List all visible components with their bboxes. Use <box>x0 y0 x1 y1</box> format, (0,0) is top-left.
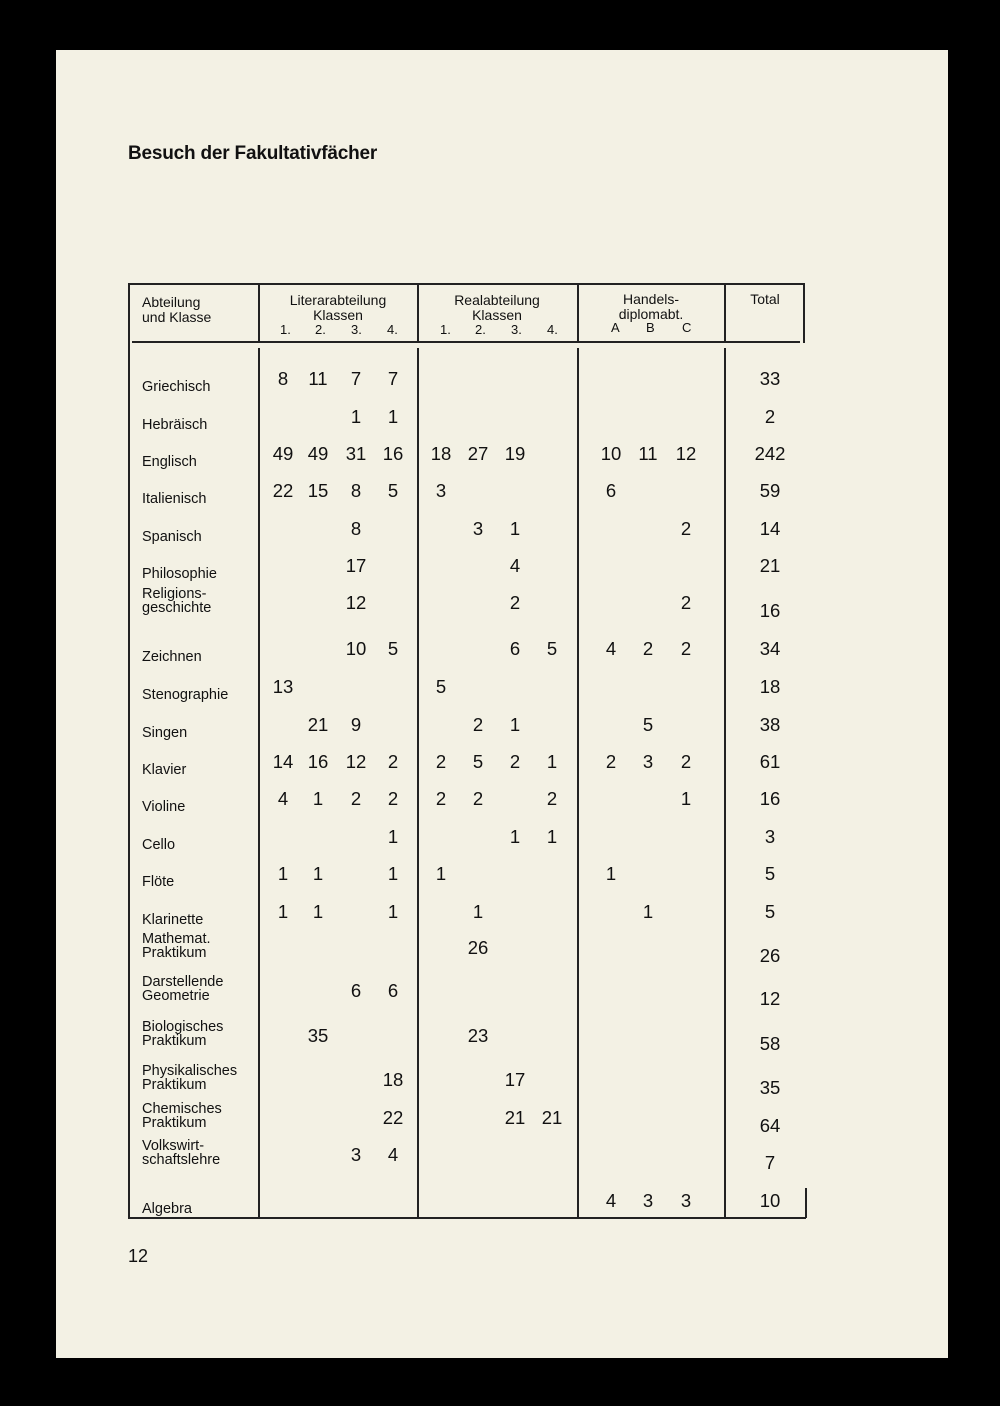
cell-lit: 1 <box>277 901 289 922</box>
cell-lit: 2 <box>387 751 399 772</box>
cell-real: 3 <box>472 518 484 539</box>
header-real-title: Realabteilung <box>454 292 540 308</box>
header-real-col: 1. <box>440 322 451 337</box>
cell-lit: 14 <box>272 751 294 772</box>
row-label <box>142 455 197 469</box>
cell-lit: 21 <box>307 714 329 735</box>
header-lit-sub: Klassen <box>313 307 363 323</box>
header-row-head-line1: Abteilung <box>142 294 201 310</box>
row-label <box>142 975 223 1003</box>
table-right-border-bottom <box>805 1188 807 1218</box>
cell-lit: 4 <box>387 1144 399 1165</box>
row-label-line: Violine <box>142 799 186 815</box>
cell-real: 5 <box>546 638 558 659</box>
row-label-line: geschichte <box>142 600 212 616</box>
row-label <box>142 726 187 740</box>
page-title: Besuch der Fakultativfächer <box>128 143 378 164</box>
row-label <box>142 418 207 432</box>
row-label <box>142 1020 223 1048</box>
row-label-line: Italienisch <box>142 491 207 507</box>
cell-real: 27 <box>467 443 489 464</box>
cell-lit: 6 <box>387 980 399 1001</box>
header-row-head-line2: und Klasse <box>142 309 212 325</box>
cell-total: 5 <box>764 901 776 922</box>
row-label-line: Hebräisch <box>142 417 208 433</box>
cell-total: 18 <box>759 676 781 697</box>
cell-real: 1 <box>546 826 558 847</box>
cell-lit: 12 <box>345 592 367 613</box>
cell-lit: 2 <box>350 788 362 809</box>
row-label <box>142 1064 237 1092</box>
header-lit-col: 3. <box>351 322 362 337</box>
row-label <box>142 932 211 960</box>
cell-total: 59 <box>759 480 781 501</box>
cell-real: 26 <box>467 937 489 958</box>
row-label <box>142 650 202 664</box>
cell-lit: 10 <box>345 638 367 659</box>
row-label-line: Praktikum <box>142 1077 207 1093</box>
cell-total: 2 <box>764 406 776 427</box>
cell-real: 1 <box>546 751 558 772</box>
cell-total: 35 <box>759 1077 781 1098</box>
cell-handel: 1 <box>605 863 617 884</box>
header-real-col: 2. <box>475 322 486 337</box>
header-handel-sub: diplomabt. <box>618 306 684 322</box>
cell-lit: 2 <box>387 788 399 809</box>
cell-lit: 1 <box>277 863 289 884</box>
row-label-line: Stenographie <box>142 687 229 703</box>
cell-lit: 18 <box>382 1069 404 1090</box>
cell-real: 6 <box>509 638 521 659</box>
header-handel-col: A <box>611 320 620 335</box>
page-number: 12 <box>128 1246 149 1266</box>
cell-total: 5 <box>764 863 776 884</box>
cell-real: 4 <box>509 555 521 576</box>
header-lit-title: Literarabteilung <box>289 292 387 308</box>
cell-lit: 8 <box>350 518 362 539</box>
cell-real: 1 <box>509 714 521 735</box>
cell-handel: 11 <box>638 443 658 464</box>
header-real-col: 4. <box>547 322 558 337</box>
cell-total: 64 <box>759 1115 781 1136</box>
row-label-line: Chemisches <box>142 1101 222 1117</box>
row-label <box>142 688 228 702</box>
row-label-line: Darstellende <box>142 974 224 990</box>
cell-real: 2 <box>546 788 558 809</box>
cell-total: 10 <box>759 1190 781 1211</box>
cell-total: 3 <box>764 826 776 847</box>
cell-lit: 16 <box>307 751 329 772</box>
cell-real: 21 <box>541 1107 563 1128</box>
row-label-line: Flöte <box>142 874 175 890</box>
cell-total: 34 <box>759 638 781 659</box>
row-label-line: Geometrie <box>142 988 210 1004</box>
cell-total: 61 <box>759 751 781 772</box>
cell-total: 16 <box>759 600 781 621</box>
row-label <box>142 1202 192 1216</box>
row-label-line: Englisch <box>142 454 197 470</box>
cell-real: 17 <box>504 1069 526 1090</box>
cell-handel: 3 <box>642 1190 654 1211</box>
cell-lit: 17 <box>345 555 367 576</box>
cell-lit: 4 <box>277 788 289 809</box>
header-lit-col: 2. <box>315 322 326 337</box>
cell-lit: 7 <box>387 368 399 389</box>
row-label <box>142 380 211 394</box>
row-label-line: Griechisch <box>142 379 211 395</box>
cell-real: 2 <box>472 714 484 735</box>
header-handel <box>577 292 725 322</box>
cell-total: 38 <box>759 714 781 735</box>
header-handel-col: C <box>682 320 692 335</box>
cell-real: 2 <box>435 751 447 772</box>
cell-lit: 1 <box>387 863 399 884</box>
cell-handel: 2 <box>680 638 692 659</box>
row-label-line: Praktikum <box>142 1115 207 1131</box>
cell-handel: 3 <box>680 1190 692 1211</box>
row-label-line: Algebra <box>142 1201 192 1217</box>
table-bottom-border <box>128 1217 806 1219</box>
cell-lit: 7 <box>350 368 362 389</box>
header-real-sub: Klassen <box>472 307 522 323</box>
cell-lit: 1 <box>350 406 362 427</box>
row-label-line: Cello <box>142 837 176 853</box>
row-label-line: Biologisches <box>142 1019 224 1035</box>
row-label <box>142 838 175 852</box>
cell-handel: 2 <box>680 751 692 772</box>
cell-total: 16 <box>759 788 781 809</box>
cell-handel: 2 <box>680 518 692 539</box>
cell-handel: 2 <box>605 751 617 772</box>
cell-lit: 3 <box>350 1144 362 1165</box>
header-handel-col: B <box>646 320 655 335</box>
cell-lit: 13 <box>272 676 294 697</box>
header-lit-col: 1. <box>280 322 291 337</box>
cell-lit: 8 <box>350 480 362 501</box>
cell-total: 21 <box>759 555 781 576</box>
cell-lit: 22 <box>382 1107 404 1128</box>
cell-lit: 15 <box>307 480 329 501</box>
table-left-border <box>128 283 130 1218</box>
header-underline <box>132 341 800 343</box>
cell-total: 33 <box>759 368 781 389</box>
row-label-line: Singen <box>142 725 188 741</box>
divider-real <box>417 348 419 1218</box>
row-label <box>142 530 202 544</box>
cell-handel: 1 <box>680 788 692 809</box>
cell-real: 1 <box>435 863 447 884</box>
row-label-line: Praktikum <box>142 945 207 961</box>
cell-lit: 49 <box>272 443 294 464</box>
row-label-line: Volkswirt- <box>142 1138 205 1154</box>
row-label <box>142 567 217 581</box>
divider-total <box>724 348 726 1218</box>
header-row-head <box>142 295 211 325</box>
cell-lit: 9 <box>350 714 362 735</box>
cell-handel: 4 <box>605 1190 617 1211</box>
cell-real: 2 <box>472 788 484 809</box>
cell-total: 12 <box>759 988 781 1009</box>
cell-lit: 1 <box>312 788 324 809</box>
cell-lit: 49 <box>307 443 329 464</box>
cell-lit: 22 <box>272 480 294 501</box>
cell-handel: 5 <box>642 714 654 735</box>
cell-handel: 3 <box>642 751 654 772</box>
header-lit <box>258 293 418 323</box>
cell-real: 23 <box>467 1025 489 1046</box>
cell-real: 5 <box>472 751 484 772</box>
header-handel-title: Handels- <box>622 291 680 307</box>
header-real-col: 3. <box>511 322 522 337</box>
cell-total: 58 <box>759 1033 781 1054</box>
header-lit-col: 4. <box>387 322 398 337</box>
row-label <box>142 492 206 506</box>
cell-lit: 35 <box>307 1025 329 1046</box>
cell-real: 3 <box>435 480 447 501</box>
row-label <box>142 1139 220 1167</box>
cell-real: 2 <box>435 788 447 809</box>
row-label-line: Zeichnen <box>142 649 202 665</box>
header-real <box>417 293 577 323</box>
cell-real: 2 <box>509 592 521 613</box>
cell-real: 1 <box>472 901 484 922</box>
row-label-line: Spanisch <box>142 529 202 545</box>
cell-lit: 5 <box>387 480 399 501</box>
cell-real: 19 <box>504 443 526 464</box>
divider-handel <box>577 348 579 1218</box>
cell-real: 21 <box>504 1107 526 1128</box>
cell-lit: 1 <box>312 901 324 922</box>
cell-lit: 6 <box>350 980 362 1001</box>
cell-real: 5 <box>435 676 447 697</box>
cell-lit: 16 <box>382 443 404 464</box>
row-label <box>142 875 174 889</box>
row-label-line: Klavier <box>142 762 187 778</box>
row-label-line: Klarinette <box>142 912 204 928</box>
cell-real: 2 <box>509 751 521 772</box>
row-label-line: Religions- <box>142 586 207 602</box>
cell-total: 26 <box>759 945 781 966</box>
divider-lit <box>258 348 260 1218</box>
cell-handel: 1 <box>642 901 654 922</box>
row-label <box>142 1102 222 1130</box>
cell-real: 18 <box>430 443 452 464</box>
cell-real: 1 <box>509 826 521 847</box>
cell-lit: 31 <box>345 443 367 464</box>
row-label <box>142 587 211 615</box>
header-total: Total <box>750 291 780 307</box>
cell-total: 14 <box>759 518 781 539</box>
cell-handel: 2 <box>642 638 654 659</box>
cell-handel: 6 <box>605 480 617 501</box>
row-label <box>142 763 186 777</box>
cell-lit: 1 <box>387 826 399 847</box>
cell-lit: 12 <box>345 751 367 772</box>
row-label-line: Mathemat. <box>142 931 211 947</box>
row-label <box>142 800 185 814</box>
cell-lit: 1 <box>387 406 399 427</box>
cell-lit: 8 <box>277 368 289 389</box>
cell-lit: 1 <box>312 863 324 884</box>
cell-real: 1 <box>509 518 521 539</box>
cell-total: 7 <box>764 1152 776 1173</box>
cell-handel: 4 <box>605 638 617 659</box>
cell-handel: 12 <box>675 443 697 464</box>
cell-handel: 10 <box>600 443 622 464</box>
row-label-line: Praktikum <box>142 1033 207 1049</box>
row-label <box>142 913 203 927</box>
cell-lit: 5 <box>387 638 399 659</box>
row-label-line: schaftslehre <box>142 1152 221 1168</box>
cell-total: 242 <box>754 443 786 464</box>
row-label-line: Physikalisches <box>142 1063 238 1079</box>
table-top-border <box>128 283 804 285</box>
cell-handel: 2 <box>680 592 692 613</box>
cell-lit: 1 <box>387 901 399 922</box>
row-label-line: Philosophie <box>142 566 217 582</box>
cell-lit: 11 <box>308 368 328 389</box>
